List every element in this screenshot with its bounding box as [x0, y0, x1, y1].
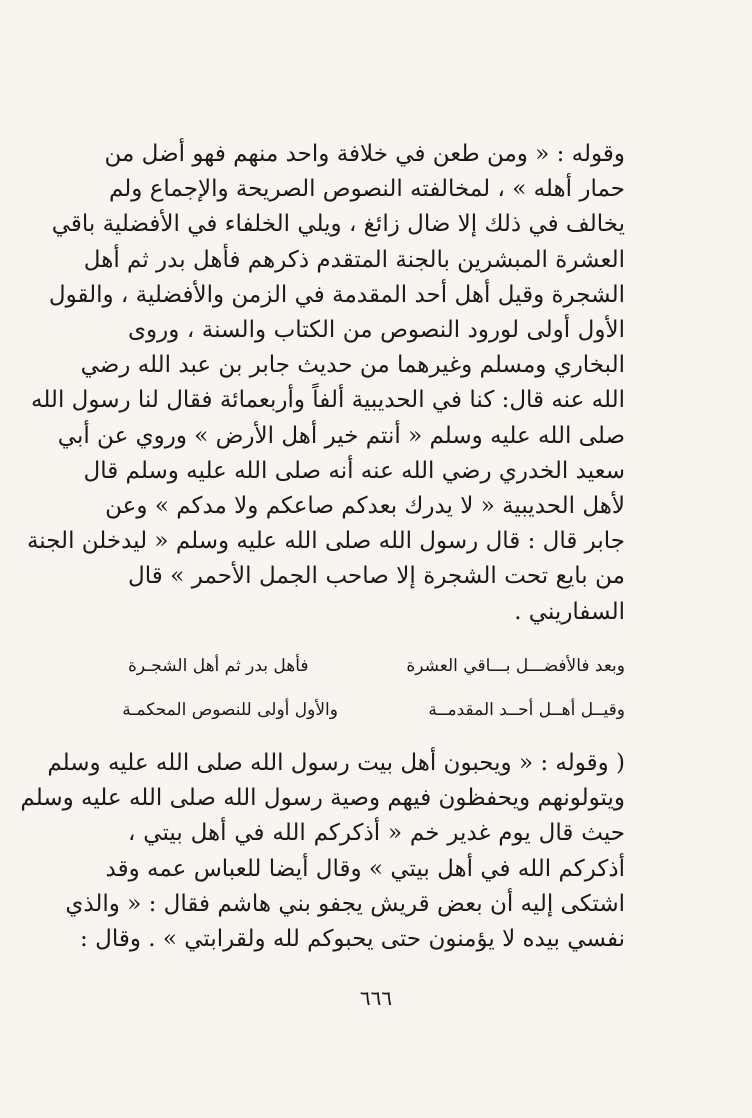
page-number: ٦٦٦ [359, 986, 393, 1010]
text-line: صلى الله عليه وسلم « أنتم خير أهل الأرض » وروي عن أبي [57, 422, 625, 449]
paragraph-commentary [26, 137, 625, 630]
text-line: يخالف في ذلك إلا ضال زائغ ، ويلي الخلفاء في الأفضلية باقي [51, 211, 625, 238]
text-line: حيث قال يوم غدير خم « أذكركم الله في أهل بيتي ، [128, 820, 625, 847]
text-line: اشتكى إليه أن بعض قريش يجفو بني هاشم فقال : « والذي [65, 890, 625, 917]
poem-verse [128, 653, 625, 679]
verse-second-hemistich: فأهل بدر ثم أهل الشجـرة [128, 656, 309, 676]
poem-verse [122, 697, 625, 723]
poem-verses [122, 653, 625, 741]
text-line: ( وقوله : « ويحبون أهل بيت رسول الله صلى الله عليه وسلم [47, 750, 625, 776]
text-line: من بايع تحت الشجرة إلا صاحب الجمل الأحمر » قال [128, 563, 625, 590]
text-line: ويتولونهم ويحفظون فيهم وصية رسول الله صلى الله عليه وسلم [20, 785, 625, 812]
text-line: نفسي بيده لا يؤمنون حتى يحبوكم لله ولقرابتي » . وقال : [80, 926, 625, 953]
text-line: السفاريني . [514, 598, 625, 625]
text-line: البخاري ومسلم وغيرهما من حديث جابر بن عبد الله رضي [80, 352, 625, 379]
text-line: لأهل الحديبية « لا يدرك بعدكم صاعكم ولا مدكم » وعن [105, 493, 625, 520]
text-line: جابر قال : قال رسول الله صلى الله عليه وسلم « ليدخلن الجنة [26, 528, 625, 555]
verse-first-hemistich: وقيــل أهــل أحــد المقدمــة [428, 700, 625, 720]
paragraph-text [20, 746, 625, 957]
text-line: حمار أهله » ، لمخالفته النصوص الصريحة والإجماع ولم [108, 176, 625, 203]
text-line: الله عنه قال: كنا في الحديبية ألفاً وأربعمائة فقال لنا رسول الله [30, 387, 625, 414]
text-line: أذكركم الله في أهل بيتي » وقال أيضا للعباس عمه وقد [105, 855, 625, 882]
text-line: الشجرة وقيل أهل أحد المقدمة في الزمن والأفضلية ، والقول [48, 281, 625, 308]
verse-second-hemistich: والأول أولى للنصوص المحكمـة [122, 700, 338, 720]
text-line: العشرة المبشرين بالجنة المتقدم ذكرهم فأهل بدر ثم أهل [83, 246, 625, 273]
verse-first-hemistich: وبعد فالأفضـــل بـــاقي العشرة [406, 656, 625, 676]
text-line: سعيد الخدري رضي الله عنه أنه صلى الله عليه وسلم قال [83, 457, 625, 484]
text-line: وقوله : « ومن طعن في خلافة واحد منهم فهو أضل من [104, 141, 625, 167]
text-line: الأول أولى لورود النصوص من الكتاب والسنة ، وروى [128, 317, 625, 344]
